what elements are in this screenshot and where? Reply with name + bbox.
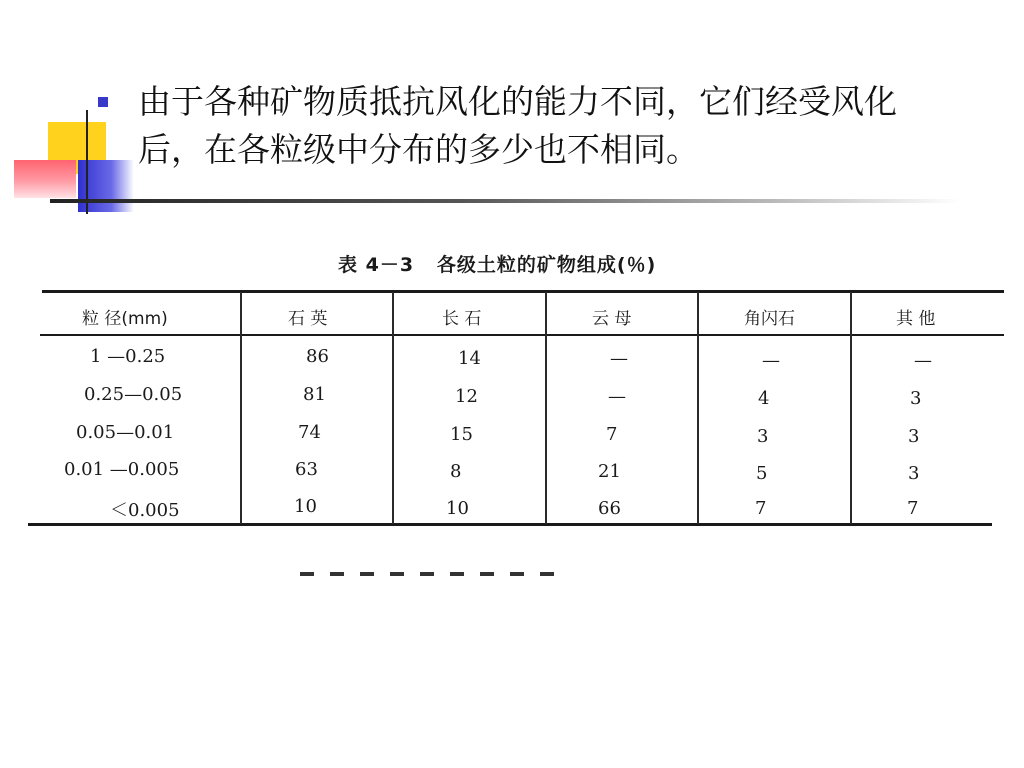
column-separator [850,292,852,524]
column-separator [392,292,394,524]
cell-grain-size: 0.05—0.01 [76,422,175,443]
table-caption: 表 4－3 各级土粒的矿物组成(％) [338,254,657,276]
cell-quartz: 10 [294,496,317,517]
header-feldspar: 长 石 [442,309,482,329]
table-bottom-rule [28,523,992,526]
column-separator [240,292,242,524]
cell-feldspar: 12 [455,386,478,407]
column-separator [697,292,699,524]
cell-quartz: 81 [303,384,326,405]
cell-other: — [914,350,932,371]
header-grain-size: 粒 径(mm) [82,309,168,329]
cell-other: 3 [910,388,922,409]
cell-feldspar: 15 [450,424,473,445]
header-hornblende: 角闪石 [744,309,795,329]
cell-hornblende: 7 [755,498,767,519]
cell-grain-size: 0.25—0.05 [84,384,183,405]
cropped-next-caption [300,572,570,576]
header-quartz: 石 英 [288,309,328,329]
cell-other: 7 [907,498,919,519]
cell-quartz: 86 [306,346,329,367]
header-other: 其 他 [896,309,936,329]
cell-other: 3 [908,463,920,484]
cell-other: 3 [908,426,920,447]
header-mica: 云 母 [592,309,632,329]
cell-grain-size: 0.01 —0.005 [64,459,180,480]
title-divider-line [50,199,960,203]
cell-grain-size: 1 —0.25 [90,346,166,367]
table-top-rule [42,290,1004,293]
cell-hornblende: — [762,350,780,371]
decor-red-square [14,160,76,198]
cell-hornblende: 5 [756,463,768,484]
cell-feldspar: 8 [450,461,462,482]
mineral-table-figure [0,236,1024,576]
cell-mica: 7 [606,424,618,445]
cell-quartz: 63 [295,459,318,480]
cell-mica: 66 [598,498,621,519]
column-separator [545,292,547,524]
cell-hornblende: 4 [758,388,770,409]
bullet-text: 由于各种矿物质抵抗风化的能力不同，它们经受风化后，在各粒级中分布的多少也不相同。 [138,82,897,169]
cell-mica: — [608,386,626,407]
cell-feldspar: 14 [458,348,481,369]
table-header-rule [40,334,1004,336]
cell-quartz: 74 [298,422,321,443]
cell-hornblende: 3 [757,426,769,447]
cell-mica: — [610,348,628,369]
cell-feldspar: 10 [446,498,469,519]
cell-grain-size: ＜0.005 [110,500,180,521]
bullet-square-icon [98,97,108,107]
cell-mica: 21 [598,461,621,482]
